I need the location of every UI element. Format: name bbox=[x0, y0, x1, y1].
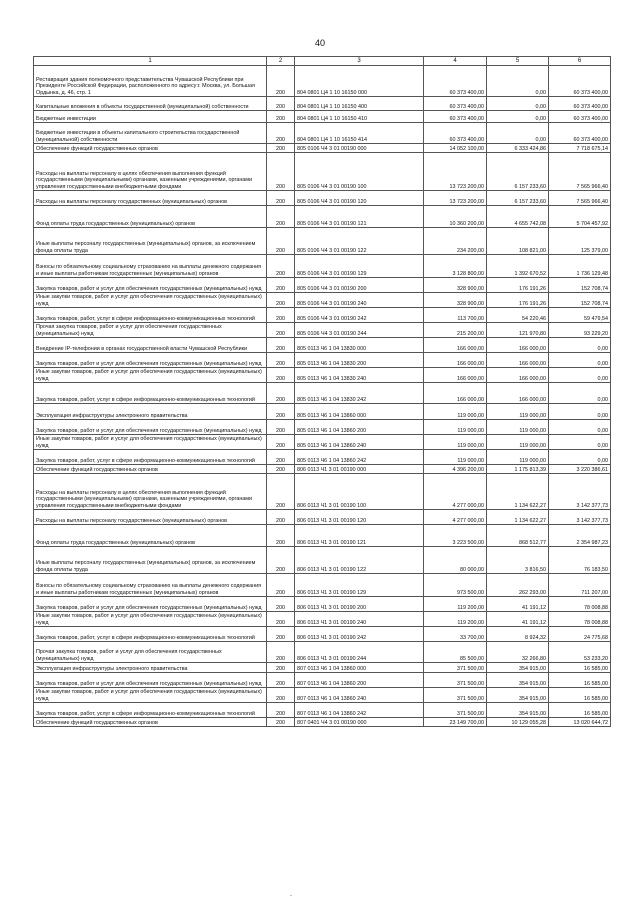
row-approved-amount: 215 200,00 bbox=[424, 323, 487, 338]
row-classification-code: 806 0113 Ч1 3 01 00190 129 bbox=[295, 574, 424, 597]
row-unexecuted-amount: 3 142 377,73 bbox=[549, 474, 611, 510]
table-row bbox=[34, 97, 611, 111]
row-name: Закупка товаров, работ и услуг для обеспечения государственных (муниципальных) нужд bbox=[34, 597, 267, 612]
row-unexecuted-amount: 60 373 400,00 bbox=[549, 111, 611, 123]
row-classification-code: 805 0106 Ч4 3 01 00190 244 bbox=[295, 323, 424, 338]
row-admin-code: 200 bbox=[267, 574, 295, 597]
table-row bbox=[34, 123, 611, 144]
row-name: Реставрация здания полномочного представительства Чувашской Республики при Президенте Российской Федерации, расположенного по адресу:г. Москва, ул. Большая Ордынка, д. 46, стр. 1 bbox=[34, 66, 267, 97]
row-approved-amount: 13 723 200,00 bbox=[424, 191, 487, 206]
footer-mark: . bbox=[290, 891, 292, 898]
row-classification-code: 806 0113 Ч1 3 01 00190 240 bbox=[295, 612, 424, 627]
row-admin-code: 200 bbox=[267, 153, 295, 191]
row-executed-amount: 119 000,00 bbox=[487, 435, 549, 450]
row-name: Иные закупки товаров, работ и услуг для обеспечения государственных (муниципальных) нужд bbox=[34, 612, 267, 627]
row-approved-amount: 4 277 000,00 bbox=[424, 510, 487, 525]
row-admin-code: 200 bbox=[267, 97, 295, 111]
row-name: Эксплуатация инфраструктуры электронного правительства bbox=[34, 663, 267, 673]
row-admin-code: 200 bbox=[267, 111, 295, 123]
row-name: Обеспечение функций государственных органов bbox=[34, 465, 267, 474]
row-unexecuted-amount: 0,00 bbox=[549, 383, 611, 404]
table-row bbox=[34, 525, 611, 547]
budget-execution-table bbox=[33, 56, 611, 727]
row-approved-amount: 166 000,00 bbox=[424, 383, 487, 404]
row-unexecuted-amount: 16 585,00 bbox=[549, 673, 611, 688]
row-classification-code: 806 0113 Ч1 3 01 00190 122 bbox=[295, 547, 424, 574]
row-admin-code: 200 bbox=[267, 278, 295, 293]
table-row bbox=[34, 383, 611, 404]
row-executed-amount: 41 191,12 bbox=[487, 612, 549, 627]
row-classification-code: 807 0113 Ч6 1 04 13860 200 bbox=[295, 673, 424, 688]
row-classification-code: 805 0113 Ч6 1 04 13860 000 bbox=[295, 404, 424, 420]
row-approved-amount: 85 500,00 bbox=[424, 642, 487, 663]
row-admin-code: 200 bbox=[267, 703, 295, 718]
row-unexecuted-amount: 78 008,88 bbox=[549, 612, 611, 627]
row-admin-code: 200 bbox=[267, 255, 295, 278]
table-row bbox=[34, 293, 611, 308]
row-name: Эксплуатация инфраструктуры электронного правительства bbox=[34, 404, 267, 420]
row-unexecuted-amount: 16 585,00 bbox=[549, 688, 611, 703]
row-name: Закупка товаров, работ, услуг в сфере информационно-коммуникационных технологий bbox=[34, 308, 267, 323]
table-row bbox=[34, 627, 611, 642]
row-classification-code: 805 0113 Ч6 1 04 13830 000 bbox=[295, 338, 424, 353]
row-admin-code: 200 bbox=[267, 510, 295, 525]
row-unexecuted-amount: 2 354 987,23 bbox=[549, 525, 611, 547]
row-classification-code: 804 0801 Ц4 1 10 16150 414 bbox=[295, 123, 424, 144]
row-admin-code: 200 bbox=[267, 718, 295, 727]
row-name: Закупка товаров, работ и услуг для обеспечения государственных (муниципальных) нужд bbox=[34, 353, 267, 368]
row-admin-code: 200 bbox=[267, 206, 295, 228]
row-admin-code: 200 bbox=[267, 642, 295, 663]
row-classification-code: 806 0113 Ч1 3 01 00190 244 bbox=[295, 642, 424, 663]
row-unexecuted-amount: 0,00 bbox=[549, 435, 611, 450]
row-classification-code: 804 0801 Ц4 1 10 16150 410 bbox=[295, 111, 424, 123]
row-executed-amount: 6 157 233,60 bbox=[487, 153, 549, 191]
table-row bbox=[34, 718, 611, 727]
row-approved-amount: 371 500,00 bbox=[424, 688, 487, 703]
row-executed-amount: 1 134 622,27 bbox=[487, 474, 549, 510]
row-approved-amount: 166 000,00 bbox=[424, 368, 487, 383]
table-row bbox=[34, 111, 611, 123]
row-classification-code: 805 0106 Ч4 3 01 00190 240 bbox=[295, 293, 424, 308]
row-executed-amount: 6 157 233,60 bbox=[487, 191, 549, 206]
row-approved-amount: 113 700,00 bbox=[424, 308, 487, 323]
row-name: Бюджетные инвестиции bbox=[34, 111, 267, 123]
table-row bbox=[34, 404, 611, 420]
row-executed-amount: 119 000,00 bbox=[487, 420, 549, 435]
table-row bbox=[34, 228, 611, 255]
table-row bbox=[34, 368, 611, 383]
row-executed-amount: 1 134 622,27 bbox=[487, 510, 549, 525]
row-approved-amount: 328 900,00 bbox=[424, 293, 487, 308]
row-name: Расходы на выплаты персоналу в целях обеспечения выполнения функций государственными (муниципальными) органами, казенными учреждениями, органами управления государственными внебюджетными фондами bbox=[34, 474, 267, 510]
table-row bbox=[34, 308, 611, 323]
table-row bbox=[34, 323, 611, 338]
row-unexecuted-amount: 53 233,20 bbox=[549, 642, 611, 663]
row-classification-code: 805 0106 Ч4 3 01 00190 242 bbox=[295, 308, 424, 323]
row-admin-code: 200 bbox=[267, 435, 295, 450]
row-name: Закупка товаров, работ, услуг в сфере информационно-коммуникационных технологий bbox=[34, 627, 267, 642]
row-classification-code: 806 0113 Ч1 3 01 00190 000 bbox=[295, 465, 424, 474]
row-admin-code: 200 bbox=[267, 525, 295, 547]
row-approved-amount: 3 128 800,00 bbox=[424, 255, 487, 278]
row-classification-code: 806 0113 Ч1 3 01 00190 242 bbox=[295, 627, 424, 642]
table-row bbox=[34, 673, 611, 688]
table-row bbox=[34, 420, 611, 435]
row-executed-amount: 4 655 742,08 bbox=[487, 206, 549, 228]
row-classification-code: 804 0801 Ц4 1 10 16150 400 bbox=[295, 97, 424, 111]
row-unexecuted-amount: 7 565 966,40 bbox=[549, 191, 611, 206]
row-executed-amount: 354 915,00 bbox=[487, 688, 549, 703]
row-executed-amount: 10 129 055,28 bbox=[487, 718, 549, 727]
row-approved-amount: 328 900,00 bbox=[424, 278, 487, 293]
table-row bbox=[34, 353, 611, 368]
row-executed-amount: 176 191,26 bbox=[487, 278, 549, 293]
row-executed-amount: 166 000,00 bbox=[487, 368, 549, 383]
row-admin-code: 200 bbox=[267, 228, 295, 255]
row-name: Иные закупки товаров, работ и услуг для обеспечения государственных (муниципальных) нужд bbox=[34, 688, 267, 703]
row-approved-amount: 3 223 500,00 bbox=[424, 525, 487, 547]
row-name: Бюджетные инвестиции в объекты капитального строительства государственной (муниципальной) собственности bbox=[34, 123, 267, 144]
row-approved-amount: 119 000,00 bbox=[424, 435, 487, 450]
column-header-executed: 5 bbox=[487, 57, 549, 66]
row-executed-amount: 166 000,00 bbox=[487, 383, 549, 404]
row-name: Расходы на выплаты персоналу государственных (муниципальных) органов bbox=[34, 191, 267, 206]
table-row bbox=[34, 474, 611, 510]
table-row bbox=[34, 338, 611, 353]
row-approved-amount: 10 360 200,00 bbox=[424, 206, 487, 228]
table-row bbox=[34, 206, 611, 228]
row-admin-code: 200 bbox=[267, 420, 295, 435]
table-row bbox=[34, 153, 611, 191]
table-row bbox=[34, 703, 611, 718]
row-name: Закупка товаров, работ, услуг в сфере информационно-коммуникационных технологий bbox=[34, 703, 267, 718]
row-name: Обеспечение функций государственных органов bbox=[34, 144, 267, 153]
row-classification-code: 806 0113 Ч1 3 01 00190 121 bbox=[295, 525, 424, 547]
row-name: Закупка товаров, работ и услуг для обеспечения государственных (муниципальных) нужд bbox=[34, 420, 267, 435]
row-executed-amount: 32 266,80 bbox=[487, 642, 549, 663]
row-unexecuted-amount: 0,00 bbox=[549, 338, 611, 353]
row-unexecuted-amount: 24 775,68 bbox=[549, 627, 611, 642]
row-approved-amount: 13 723 200,00 bbox=[424, 153, 487, 191]
table-row bbox=[34, 278, 611, 293]
row-name: Закупка товаров, работ, услуг в сфере информационно-коммуникационных технологий bbox=[34, 450, 267, 465]
row-approved-amount: 166 000,00 bbox=[424, 353, 487, 368]
row-classification-code: 805 0106 Ч4 3 01 00190 120 bbox=[295, 191, 424, 206]
row-executed-amount: 166 000,00 bbox=[487, 353, 549, 368]
row-executed-amount: 0,00 bbox=[487, 111, 549, 123]
row-name: Взносы по обязательному социальному страхованию на выплаты денежного содержания и иные выплаты работникам государственных (муниципальных) органов bbox=[34, 255, 267, 278]
row-unexecuted-amount: 16 585,00 bbox=[549, 663, 611, 673]
row-approved-amount: 33 700,00 bbox=[424, 627, 487, 642]
row-executed-amount: 1 392 670,52 bbox=[487, 255, 549, 278]
row-executed-amount: 8 924,32 bbox=[487, 627, 549, 642]
page-number: 40 bbox=[314, 38, 325, 48]
row-name: Фонд оплаты труда государственных (муниципальных) органов bbox=[34, 206, 267, 228]
column-header-name: 1 bbox=[34, 57, 267, 66]
table-row bbox=[34, 255, 611, 278]
column-header-classification-code: 3 bbox=[295, 57, 424, 66]
row-name: Взносы по обязательному социальному страхованию на выплаты денежного содержания и иные выплаты работникам государственных (муниципальных) органов bbox=[34, 574, 267, 597]
row-executed-amount: 0,00 bbox=[487, 123, 549, 144]
row-admin-code: 200 bbox=[267, 308, 295, 323]
row-admin-code: 200 bbox=[267, 144, 295, 153]
row-unexecuted-amount: 0,00 bbox=[549, 420, 611, 435]
row-name: Расходы на выплаты персоналу государственных (муниципальных) органов bbox=[34, 510, 267, 525]
table-row bbox=[34, 144, 611, 153]
row-approved-amount: 4 277 000,00 bbox=[424, 474, 487, 510]
row-unexecuted-amount: 93 229,20 bbox=[549, 323, 611, 338]
row-approved-amount: 119 200,00 bbox=[424, 612, 487, 627]
row-admin-code: 200 bbox=[267, 323, 295, 338]
row-unexecuted-amount: 60 373 400,00 bbox=[549, 97, 611, 111]
row-admin-code: 200 bbox=[267, 338, 295, 353]
row-name: Иные закупки товаров, работ и услуг для обеспечения государственных (муниципальных) нужд bbox=[34, 435, 267, 450]
row-unexecuted-amount: 60 373 400,00 bbox=[549, 66, 611, 97]
row-unexecuted-amount: 78 008,88 bbox=[549, 597, 611, 612]
column-header-approved: 4 bbox=[424, 57, 487, 66]
row-executed-amount: 1 175 813,39 bbox=[487, 465, 549, 474]
column-header-unexecuted: 6 bbox=[549, 57, 611, 66]
row-classification-code: 805 0106 Ч4 3 01 00190 121 bbox=[295, 206, 424, 228]
row-executed-amount: 262 293,00 bbox=[487, 574, 549, 597]
row-approved-amount: 119 000,00 bbox=[424, 420, 487, 435]
row-approved-amount: 119 000,00 bbox=[424, 404, 487, 420]
row-admin-code: 200 bbox=[267, 404, 295, 420]
row-unexecuted-amount: 152 708,74 bbox=[549, 278, 611, 293]
row-approved-amount: 14 052 100,00 bbox=[424, 144, 487, 153]
row-admin-code: 200 bbox=[267, 368, 295, 383]
row-name: Закупка товаров, работ и услуг для обеспечения государственных (муниципальных) нужд bbox=[34, 278, 267, 293]
row-classification-code: 804 0801 Ц4 1 10 16150 000 bbox=[295, 66, 424, 97]
table-row bbox=[34, 574, 611, 597]
row-classification-code: 805 0106 Ч4 3 01 00190 000 bbox=[295, 144, 424, 153]
table-row bbox=[34, 663, 611, 673]
row-executed-amount: 176 191,26 bbox=[487, 293, 549, 308]
row-approved-amount: 119 200,00 bbox=[424, 597, 487, 612]
row-classification-code: 805 0113 Ч6 1 04 13860 240 bbox=[295, 435, 424, 450]
row-name: Закупка товаров, работ и услуг для обеспечения государственных (муниципальных) нужд bbox=[34, 673, 267, 688]
row-admin-code: 200 bbox=[267, 612, 295, 627]
table-row bbox=[34, 450, 611, 465]
row-executed-amount: 354 915,00 bbox=[487, 703, 549, 718]
table-header-row bbox=[34, 57, 611, 66]
row-admin-code: 200 bbox=[267, 474, 295, 510]
row-classification-code: 805 0106 Ч4 3 01 00190 200 bbox=[295, 278, 424, 293]
row-unexecuted-amount: 0,00 bbox=[549, 368, 611, 383]
row-admin-code: 200 bbox=[267, 597, 295, 612]
row-classification-code: 807 0113 Ч6 1 04 13860 242 bbox=[295, 703, 424, 718]
row-approved-amount: 60 373 400,00 bbox=[424, 66, 487, 97]
table-row bbox=[34, 597, 611, 612]
row-executed-amount: 54 220,46 bbox=[487, 308, 549, 323]
row-unexecuted-amount: 16 585,00 bbox=[549, 703, 611, 718]
row-name: Внедрение IP-телефонии в органах государственной власти Чувашской Республики bbox=[34, 338, 267, 353]
row-admin-code: 200 bbox=[267, 547, 295, 574]
row-approved-amount: 371 500,00 bbox=[424, 703, 487, 718]
row-executed-amount: 108 821,00 bbox=[487, 228, 549, 255]
row-executed-amount: 119 000,00 bbox=[487, 404, 549, 420]
table-row bbox=[34, 465, 611, 474]
row-unexecuted-amount: 7 565 966,40 bbox=[549, 153, 611, 191]
row-unexecuted-amount: 7 718 675,14 bbox=[549, 144, 611, 153]
row-admin-code: 200 bbox=[267, 66, 295, 97]
table-row bbox=[34, 66, 611, 97]
row-name: Прочая закупка товаров, работ и услуг для обеспечения государственных (муниципальных) нужд bbox=[34, 323, 267, 338]
row-unexecuted-amount: 3 142 377,73 bbox=[549, 510, 611, 525]
row-classification-code: 805 0106 Ч4 3 01 00190 129 bbox=[295, 255, 424, 278]
row-name: Фонд оплаты труда государственных (муниципальных) органов bbox=[34, 525, 267, 547]
row-unexecuted-amount: 60 373 400,00 bbox=[549, 123, 611, 144]
row-unexecuted-amount: 0,00 bbox=[549, 353, 611, 368]
row-classification-code: 805 0113 Ч6 1 04 13860 242 bbox=[295, 450, 424, 465]
table-row bbox=[34, 642, 611, 663]
row-classification-code: 807 0113 Ч6 1 04 13860 000 bbox=[295, 663, 424, 673]
table-row bbox=[34, 612, 611, 627]
row-approved-amount: 119 000,00 bbox=[424, 450, 487, 465]
row-approved-amount: 371 500,00 bbox=[424, 673, 487, 688]
row-approved-amount: 371 500,00 bbox=[424, 663, 487, 673]
row-name: Иные выплаты персоналу государственных (муниципальных) органов, за исключением фонда оплаты труда bbox=[34, 228, 267, 255]
row-admin-code: 200 bbox=[267, 293, 295, 308]
row-classification-code: 805 0106 Ч4 3 01 00190 122 bbox=[295, 228, 424, 255]
row-classification-code: 805 0113 Ч6 1 04 13830 200 bbox=[295, 353, 424, 368]
row-unexecuted-amount: 0,00 bbox=[549, 404, 611, 420]
row-approved-amount: 60 373 400,00 bbox=[424, 111, 487, 123]
row-executed-amount: 354 915,00 bbox=[487, 663, 549, 673]
table-body bbox=[34, 66, 611, 727]
table-row bbox=[34, 547, 611, 574]
row-executed-amount: 354 915,00 bbox=[487, 673, 549, 688]
table-row bbox=[34, 688, 611, 703]
row-approved-amount: 60 373 400,00 bbox=[424, 123, 487, 144]
row-admin-code: 200 bbox=[267, 627, 295, 642]
row-classification-code: 806 0113 Ч1 3 01 00190 200 bbox=[295, 597, 424, 612]
row-unexecuted-amount: 125 379,00 bbox=[549, 228, 611, 255]
row-executed-amount: 0,00 bbox=[487, 66, 549, 97]
row-approved-amount: 973 500,00 bbox=[424, 574, 487, 597]
row-executed-amount: 121 970,80 bbox=[487, 323, 549, 338]
row-executed-amount: 119 000,00 bbox=[487, 450, 549, 465]
row-executed-amount: 6 333 424,86 bbox=[487, 144, 549, 153]
row-admin-code: 200 bbox=[267, 123, 295, 144]
row-name: Прочая закупка товаров, работ и услуг для обеспечения государственных (муниципальных) нужд bbox=[34, 642, 267, 663]
row-unexecuted-amount: 5 704 457,92 bbox=[549, 206, 611, 228]
row-unexecuted-amount: 76 183,50 bbox=[549, 547, 611, 574]
row-name: Капитальные вложения в объекты государственной (муниципальной) собственности bbox=[34, 97, 267, 111]
row-unexecuted-amount: 0,00 bbox=[549, 450, 611, 465]
row-approved-amount: 80 000,00 bbox=[424, 547, 487, 574]
row-admin-code: 200 bbox=[267, 450, 295, 465]
row-unexecuted-amount: 13 020 644,72 bbox=[549, 718, 611, 727]
row-name: Иные закупки товаров, работ и услуг для обеспечения государственных (муниципальных) нужд bbox=[34, 368, 267, 383]
row-admin-code: 200 bbox=[267, 383, 295, 404]
row-name: Иные закупки товаров, работ и услуг для обеспечения государственных (муниципальных) нужд bbox=[34, 293, 267, 308]
row-classification-code: 805 0113 Ч6 1 04 13830 242 bbox=[295, 383, 424, 404]
row-unexecuted-amount: 152 708,74 bbox=[549, 293, 611, 308]
row-name: Расходы на выплаты персоналу в целях обеспечения выполнения функций государственными (муниципальными) органами, казенными учреждениями, органами управления государственными внебюджетными фондами bbox=[34, 153, 267, 191]
row-admin-code: 200 bbox=[267, 688, 295, 703]
row-unexecuted-amount: 3 220 386,61 bbox=[549, 465, 611, 474]
row-classification-code: 806 0113 Ч1 3 01 00190 100 bbox=[295, 474, 424, 510]
row-classification-code: 807 0113 Ч6 1 04 13860 240 bbox=[295, 688, 424, 703]
row-executed-amount: 3 816,50 bbox=[487, 547, 549, 574]
row-approved-amount: 166 000,00 bbox=[424, 338, 487, 353]
row-name: Иные выплаты персоналу государственных (муниципальных) органов, за исключением фонда оплаты труда bbox=[34, 547, 267, 574]
table-row bbox=[34, 435, 611, 450]
row-admin-code: 200 bbox=[267, 353, 295, 368]
row-unexecuted-amount: 59 479,54 bbox=[549, 308, 611, 323]
row-admin-code: 200 bbox=[267, 663, 295, 673]
row-executed-amount: 868 512,77 bbox=[487, 525, 549, 547]
row-unexecuted-amount: 1 736 129,48 bbox=[549, 255, 611, 278]
row-classification-code: 805 0113 Ч6 1 04 13860 200 bbox=[295, 420, 424, 435]
row-approved-amount: 23 149 700,00 bbox=[424, 718, 487, 727]
row-name: Обеспечение функций государственных органов bbox=[34, 718, 267, 727]
table-row bbox=[34, 510, 611, 525]
row-executed-amount: 166 000,00 bbox=[487, 338, 549, 353]
row-approved-amount: 234 200,00 bbox=[424, 228, 487, 255]
row-admin-code: 200 bbox=[267, 673, 295, 688]
row-admin-code: 200 bbox=[267, 465, 295, 474]
row-classification-code: 805 0113 Ч6 1 04 13830 240 bbox=[295, 368, 424, 383]
row-executed-amount: 0,00 bbox=[487, 97, 549, 111]
row-admin-code: 200 bbox=[267, 191, 295, 206]
row-classification-code: 807 0401 Ч4 3 01 00190 000 bbox=[295, 718, 424, 727]
row-classification-code: 806 0113 Ч1 3 01 00190 120 bbox=[295, 510, 424, 525]
column-header-admin-code: 2 bbox=[267, 57, 295, 66]
row-approved-amount: 4 396 200,00 bbox=[424, 465, 487, 474]
row-approved-amount: 60 373 400,00 bbox=[424, 97, 487, 111]
row-executed-amount: 41 191,12 bbox=[487, 597, 549, 612]
table-row bbox=[34, 191, 611, 206]
row-unexecuted-amount: 711 207,00 bbox=[549, 574, 611, 597]
row-name: Закупка товаров, работ, услуг в сфере информационно-коммуникационных технологий bbox=[34, 383, 267, 404]
row-classification-code: 805 0106 Ч4 3 01 00190 100 bbox=[295, 153, 424, 191]
